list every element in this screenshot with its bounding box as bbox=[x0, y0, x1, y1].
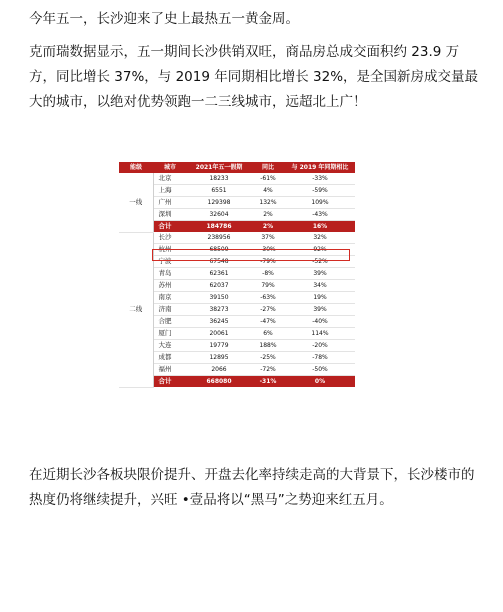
yoy-cell: 132% bbox=[251, 197, 285, 209]
yoy-cell: -47% bbox=[251, 316, 285, 328]
vs-2019-cell: 19% bbox=[285, 292, 355, 304]
yoy-cell: -79% bbox=[251, 256, 285, 268]
volume-cell: 12895 bbox=[187, 352, 251, 364]
header-tier: 能级 bbox=[119, 162, 153, 173]
total-yoy: -31% bbox=[251, 376, 285, 388]
total-label: 合计 bbox=[153, 376, 187, 388]
vs-2019-cell: -40% bbox=[285, 316, 355, 328]
total-yoy: 2% bbox=[251, 221, 285, 233]
volume-cell: 20061 bbox=[187, 328, 251, 340]
city-cell: 苏州 bbox=[153, 280, 187, 292]
city-cell: 合肥 bbox=[153, 316, 187, 328]
volume-cell: 2066 bbox=[187, 364, 251, 376]
table-row bbox=[119, 292, 355, 304]
city-cell: 长沙 bbox=[153, 232, 187, 244]
city-cell: 广州 bbox=[153, 197, 187, 209]
data-paragraph: 克而瑞数据显示，五一期间长沙供销双旺，商品房总成交面积约 23.9 万方，同比增长 37%，与 2019 年同期相比增长 32%，是全国新房成交量最大的城市，以绝对优势领跑一二三线城市，远超北上广！ bbox=[29, 44, 479, 110]
city-cell: 杭州 bbox=[153, 244, 187, 256]
total-label: 合计 bbox=[153, 221, 187, 233]
vs-2019-cell: -78% bbox=[285, 352, 355, 364]
volume-cell: 67548 bbox=[187, 256, 251, 268]
yoy-cell: 2% bbox=[251, 209, 285, 221]
yoy-cell: 188% bbox=[251, 340, 285, 352]
tier-label: 二线 bbox=[119, 232, 153, 387]
volume-cell: 38273 bbox=[187, 304, 251, 316]
total-volume: 184786 bbox=[187, 221, 251, 233]
volume-cell: 62037 bbox=[187, 280, 251, 292]
volume-cell: 62361 bbox=[187, 268, 251, 280]
total-vs-2019: 16% bbox=[285, 221, 355, 233]
yoy-cell: 4% bbox=[251, 185, 285, 197]
vs-2019-cell: -43% bbox=[285, 209, 355, 221]
city-cell: 南京 bbox=[153, 292, 187, 304]
tier-label: 一线 bbox=[119, 173, 153, 232]
table-row bbox=[119, 209, 355, 221]
yoy-cell: -30% bbox=[251, 244, 285, 256]
sales-table bbox=[119, 162, 355, 388]
table-row bbox=[119, 364, 355, 376]
vs-2019-cell: 39% bbox=[285, 268, 355, 280]
vs-2019-cell: -20% bbox=[285, 340, 355, 352]
yoy-cell: -63% bbox=[251, 292, 285, 304]
sales-table-figure bbox=[119, 162, 355, 429]
city-cell: 深圳 bbox=[153, 209, 187, 221]
vs-2019-cell: 92% bbox=[285, 244, 355, 256]
volume-cell: 19779 bbox=[187, 340, 251, 352]
table-total-row bbox=[119, 376, 355, 388]
table-row bbox=[119, 173, 355, 185]
table-row bbox=[119, 352, 355, 364]
city-cell: 大连 bbox=[153, 340, 187, 352]
table-row bbox=[119, 268, 355, 280]
volume-cell: 6551 bbox=[187, 185, 251, 197]
city-cell: 上海 bbox=[153, 185, 187, 197]
city-cell: 青岛 bbox=[153, 268, 187, 280]
table-row bbox=[119, 316, 355, 328]
table-row bbox=[119, 244, 355, 256]
header-city: 城市 bbox=[153, 162, 187, 173]
yoy-cell: 79% bbox=[251, 280, 285, 292]
volume-cell: 32604 bbox=[187, 209, 251, 221]
table-row bbox=[119, 232, 355, 244]
yoy-cell: -72% bbox=[251, 364, 285, 376]
vs-2019-cell: -52% bbox=[285, 256, 355, 268]
volume-cell: 129398 bbox=[187, 197, 251, 209]
volume-cell: 18233 bbox=[187, 173, 251, 185]
table-row bbox=[119, 340, 355, 352]
header-yoy: 同比 bbox=[251, 162, 285, 173]
city-cell: 济南 bbox=[153, 304, 187, 316]
table-row bbox=[119, 256, 355, 268]
yoy-cell: -8% bbox=[251, 268, 285, 280]
vs-2019-cell: -33% bbox=[285, 173, 355, 185]
yoy-cell: 6% bbox=[251, 328, 285, 340]
vs-2019-cell: 39% bbox=[285, 304, 355, 316]
table-row bbox=[119, 185, 355, 197]
table-row bbox=[119, 328, 355, 340]
yoy-cell: 37% bbox=[251, 232, 285, 244]
closing-paragraph: 在近期长沙各板块限价提升、开盘去化率持续走高的大背景下，长沙楼市的热度仍将继续提升，兴旺 •壹品将以“黑马”之势迎来红五月。 bbox=[29, 467, 475, 508]
city-cell: 福州 bbox=[153, 364, 187, 376]
table-total-row bbox=[119, 221, 355, 233]
table-row bbox=[119, 197, 355, 209]
city-cell: 厦门 bbox=[153, 328, 187, 340]
yoy-cell: -25% bbox=[251, 352, 285, 364]
volume-cell: 39150 bbox=[187, 292, 251, 304]
volume-cell: 238956 bbox=[187, 232, 251, 244]
vs-2019-cell: 34% bbox=[285, 280, 355, 292]
vs-2019-cell: -59% bbox=[285, 185, 355, 197]
city-cell: 成都 bbox=[153, 352, 187, 364]
header-2021: 2021年五一假期 bbox=[187, 162, 251, 173]
table-header-row bbox=[119, 162, 355, 173]
city-cell: 宁波 bbox=[153, 256, 187, 268]
volume-cell: 36245 bbox=[187, 316, 251, 328]
volume-cell: 68509 bbox=[187, 244, 251, 256]
vs-2019-cell: -50% bbox=[285, 364, 355, 376]
total-vs-2019: 0% bbox=[285, 376, 355, 388]
table-row bbox=[119, 280, 355, 292]
total-volume: 668080 bbox=[187, 376, 251, 388]
intro-paragraph: 今年五一，长沙迎来了史上最热五一黄金周。 bbox=[29, 11, 299, 27]
yoy-cell: -27% bbox=[251, 304, 285, 316]
city-cell: 北京 bbox=[153, 173, 187, 185]
header-vs-2019: 与 2019 年同期相比 bbox=[285, 162, 355, 173]
table-row bbox=[119, 304, 355, 316]
vs-2019-cell: 109% bbox=[285, 197, 355, 209]
vs-2019-cell: 32% bbox=[285, 232, 355, 244]
yoy-cell: -61% bbox=[251, 173, 285, 185]
vs-2019-cell: 114% bbox=[285, 328, 355, 340]
